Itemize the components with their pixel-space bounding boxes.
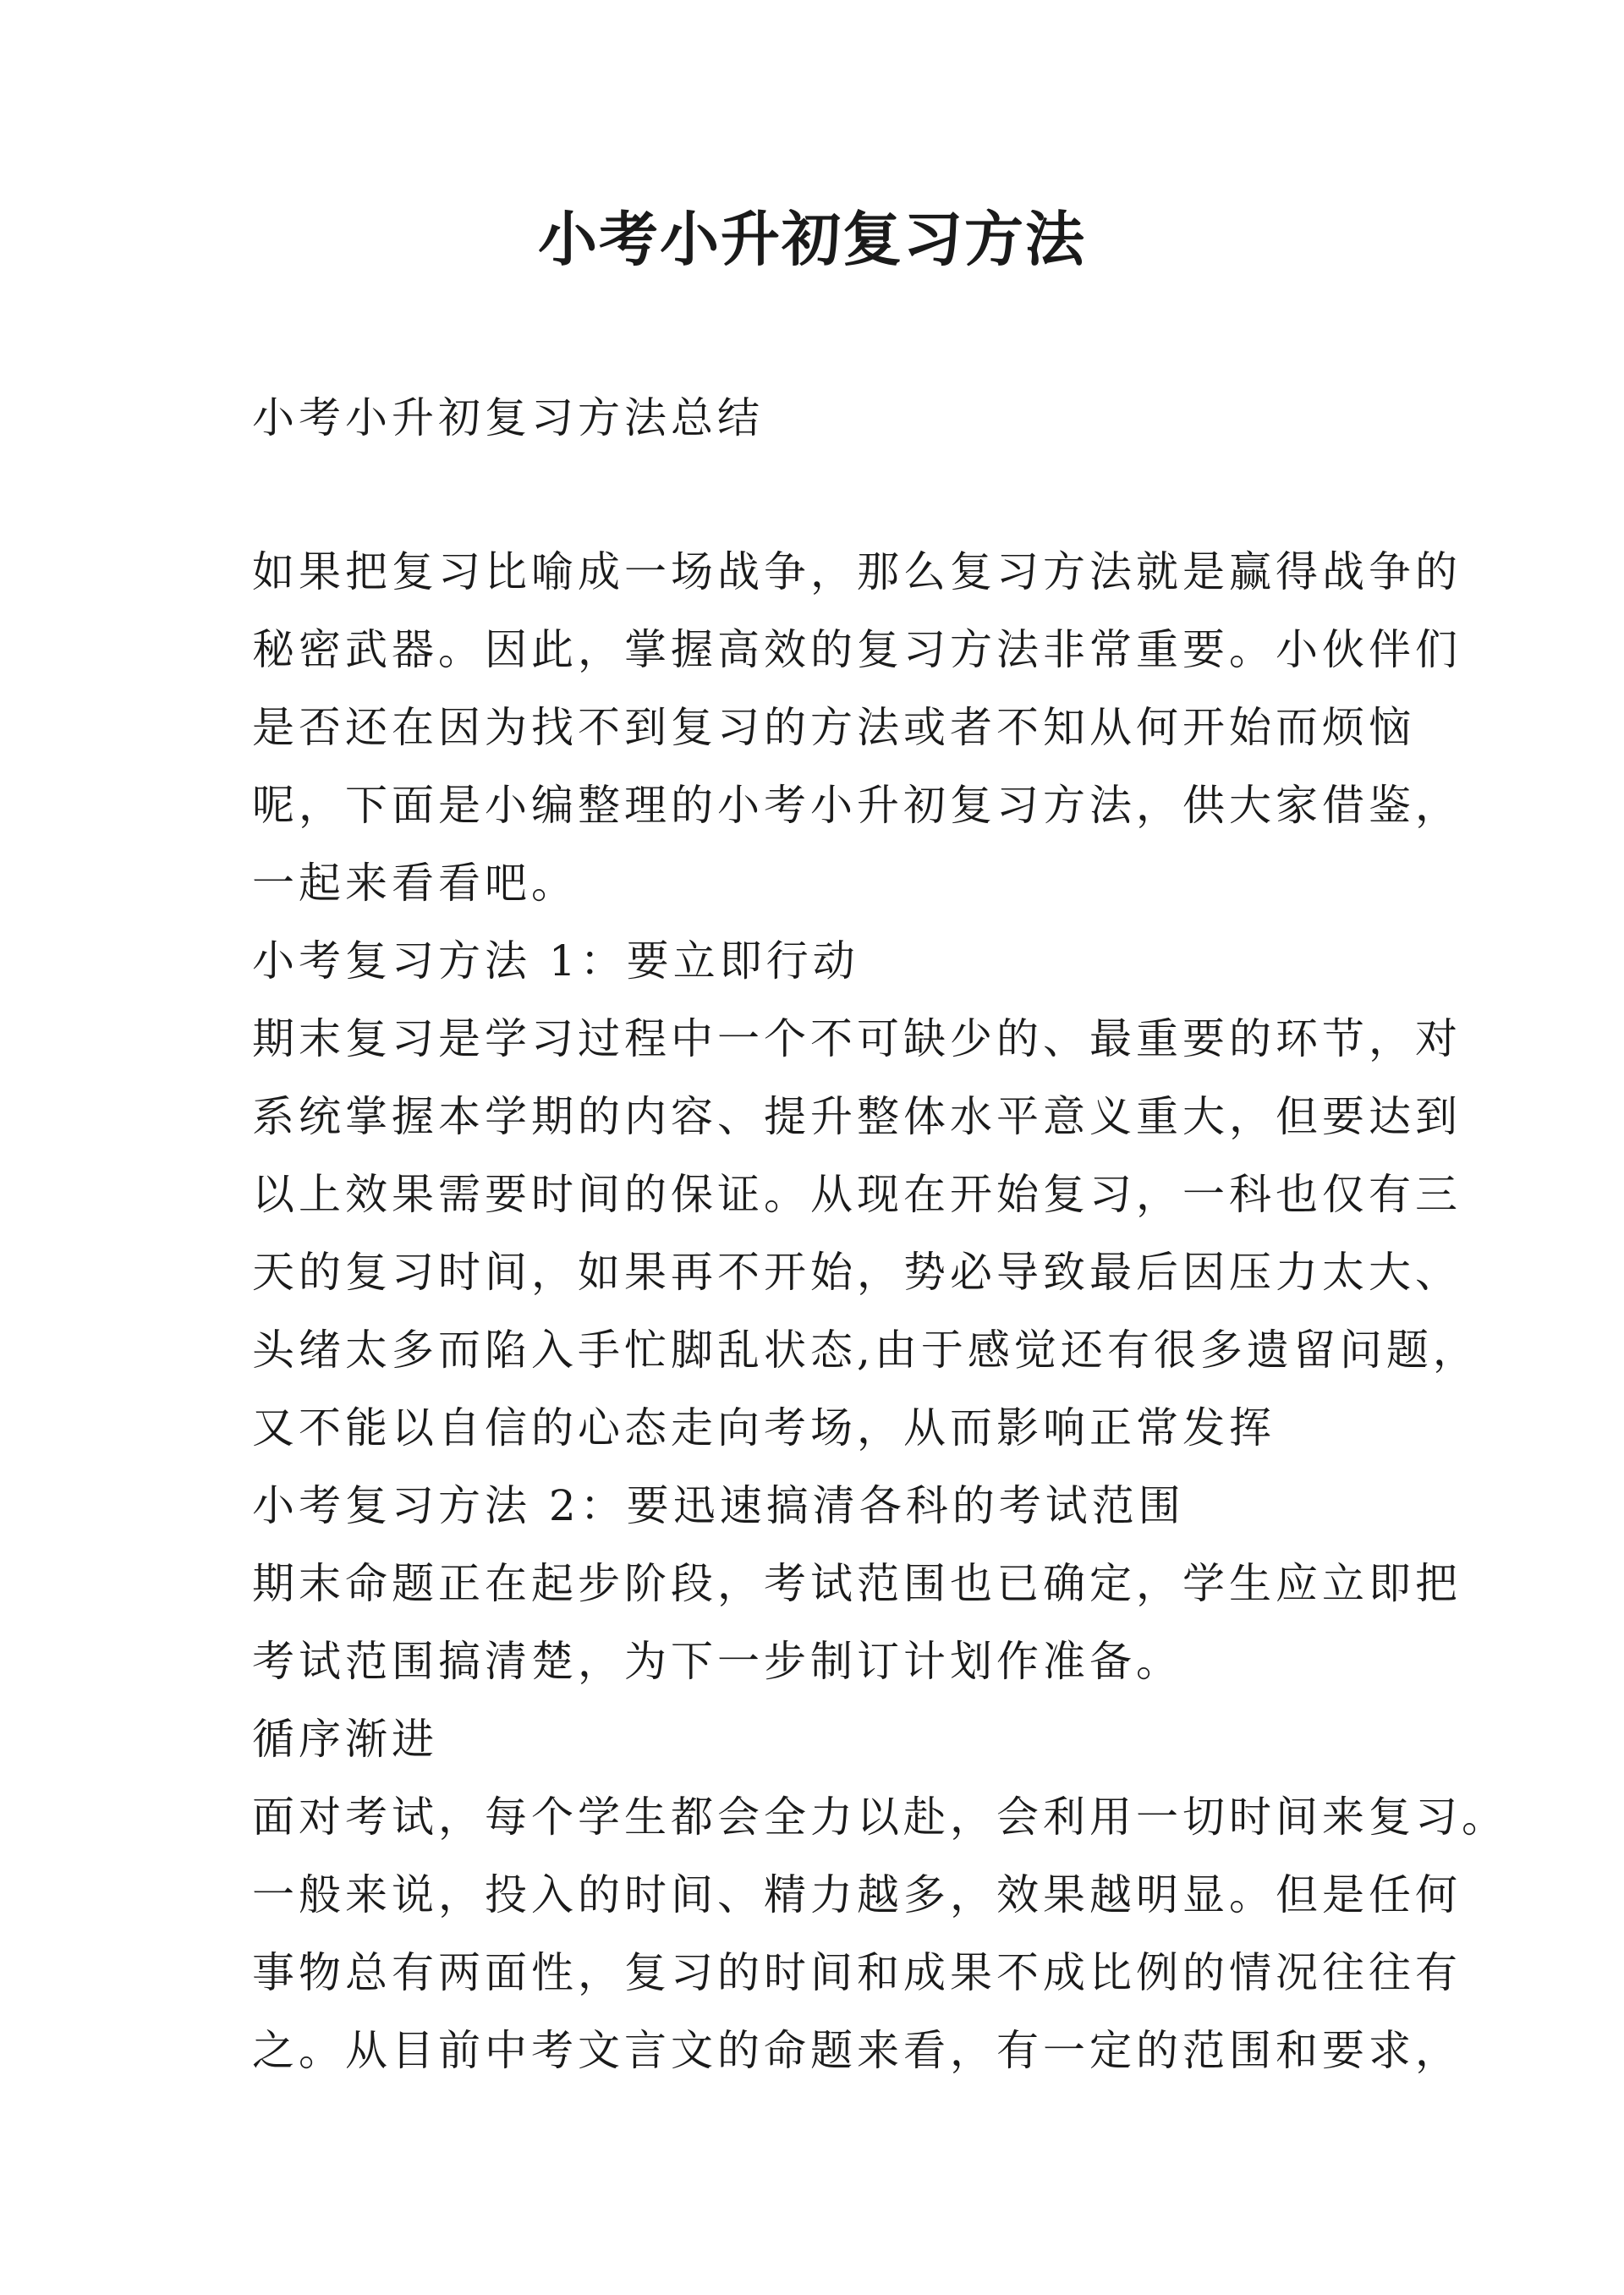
- text-line: 如果把复习比喻成一场战争，那么复习方法就是赢得战争的: [252, 547, 1462, 596]
- text-line: 一起来看看吧。: [252, 859, 578, 908]
- section-heading-2: 小考复习方法 2：要迅速搞清各科的考试范围: [252, 1481, 1185, 1530]
- text-line: 又不能以自信的心态走向考场，从而影响正常发挥: [252, 1403, 1276, 1452]
- subtitle-line: 小考小升初复习方法总结: [252, 393, 764, 442]
- text-line: 系统掌握本学期的内容、提升整体水平意义重大，但要达到: [252, 1092, 1462, 1141]
- text-line: 考试范围搞清楚，为下一步制订计划作准备。: [252, 1637, 1182, 1686]
- section-heading-1: 小考复习方法 1：要立即行动: [252, 936, 859, 986]
- paragraph-gap: [252, 457, 1385, 533]
- text-line: 事物总有两面性，复习的时间和成果不成比例的情况往往有: [252, 1948, 1462, 1997]
- text-line: 秘密武器。因此，掌握高效的复习方法非常重要。小伙伴们: [252, 625, 1462, 674]
- document-body: [252, 379, 1508, 2089]
- text-line: 是否还在因为找不到复习的方法或者不知从何开始而烦恼: [252, 703, 1415, 752]
- text-line: 天的复习时间，如果再不开始，势必导致最后因压力太大、: [252, 1248, 1462, 1297]
- document-title: 小考小升初复习方法: [538, 204, 1086, 274]
- text-line: 面对考试，每个学生都会全力以赴，会利用一切时间来复习。: [252, 1793, 1508, 1842]
- text-line: 呢，下面是小编整理的小考小升初复习方法，供大家借鉴，: [252, 781, 1462, 830]
- text-line: 一般来说，投入的时间、精力越多，效果越明显。但是任何: [252, 1870, 1462, 1919]
- text-line: 以上效果需要时间的保证。从现在开始复习，一科也仅有三: [252, 1170, 1462, 1219]
- text-line: 期末复习是学习过程中一个不可缺少的、最重要的环节，对: [252, 1014, 1462, 1063]
- text-line: 头绪太多而陷入手忙脚乱状态,由于感觉还有很多遗留问题，: [252, 1326, 1479, 1375]
- text-line: 期末命题正在起步阶段，考试范围也已确定，学生应立即把: [252, 1559, 1462, 1608]
- text-line: 之。从目前中考文言文的命题来看，有一定的范围和要求，: [252, 2026, 1462, 2075]
- section-heading-3: 循序渐进: [252, 1715, 438, 1764]
